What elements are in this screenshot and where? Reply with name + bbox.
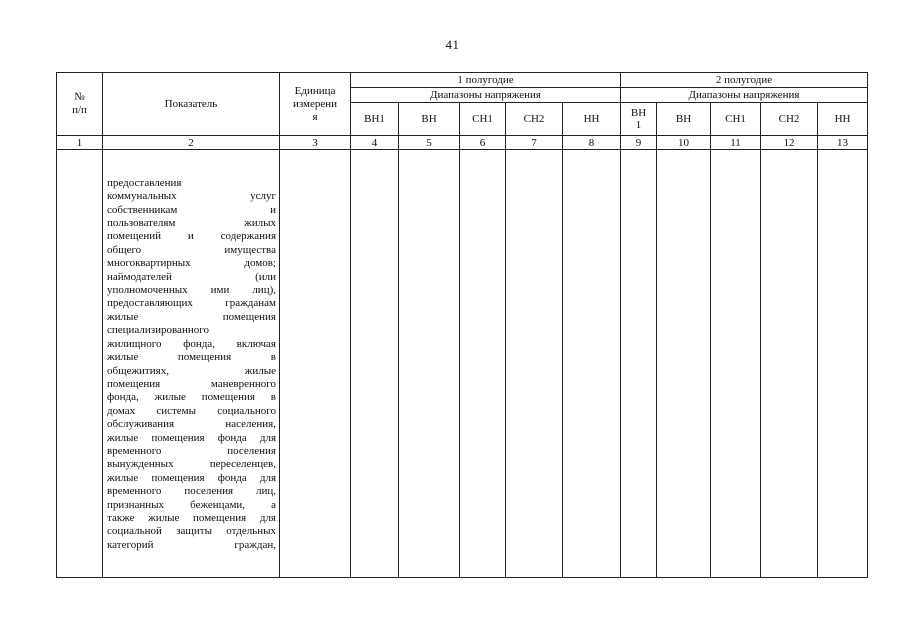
header-col-sn1-h1: СН1 bbox=[460, 103, 506, 136]
col-number: 3 bbox=[280, 136, 351, 150]
value-cell bbox=[657, 150, 711, 578]
header-col-nn-h1: НН bbox=[563, 103, 621, 136]
value-cell bbox=[351, 150, 399, 578]
unit-cell bbox=[280, 150, 351, 578]
indicator-line: жилые помещения фонда для bbox=[107, 431, 276, 444]
header-col-sn2-h2: СН2 bbox=[761, 103, 818, 136]
header-col-vn-h2: ВН bbox=[657, 103, 711, 136]
value-cell bbox=[563, 150, 621, 578]
indicator-line: наймодателей (или bbox=[107, 270, 276, 283]
value-cell bbox=[621, 150, 657, 578]
header-indicator-cell bbox=[103, 73, 280, 136]
header-col-vn-h1: ВН bbox=[399, 103, 460, 136]
indicator-line: вынужденных переселенцев, bbox=[107, 458, 276, 471]
row-num-cell bbox=[57, 150, 103, 578]
header-col-vn1-h1: ВН1 bbox=[351, 103, 399, 136]
indicator-line: жилые помещения фонда для bbox=[107, 471, 276, 484]
value-cell bbox=[460, 150, 506, 578]
header-num-cell bbox=[57, 73, 103, 136]
indicator-line: жилые помещения в bbox=[107, 351, 276, 364]
indicator-line: обслуживания населения, bbox=[107, 418, 276, 431]
indicator-line: временного поселения bbox=[107, 444, 276, 457]
col-number: 1 bbox=[57, 136, 103, 150]
indicator-line: жилые помещения bbox=[107, 310, 276, 323]
indicator-line: также жилые помещения для bbox=[107, 511, 276, 524]
header-num-line2: п/п bbox=[72, 104, 87, 116]
indicator-line: общего имущества bbox=[107, 243, 276, 256]
col-number: 7 bbox=[506, 136, 563, 150]
indicator-line: категорий граждан, bbox=[107, 538, 276, 551]
indicator-text bbox=[103, 175, 279, 552]
indicator-line: коммунальных услуг bbox=[107, 190, 276, 203]
col-number: 13 bbox=[818, 136, 868, 150]
indicator-line: общежитиях, жилые bbox=[107, 364, 276, 377]
indicator-line: фонда, жилые помещения в bbox=[107, 391, 276, 404]
indicator-line: социальной защиты отдельных bbox=[107, 525, 276, 538]
indicator-line: признанных беженцами, а bbox=[107, 498, 276, 511]
value-cell bbox=[711, 150, 761, 578]
col-number: 6 bbox=[460, 136, 506, 150]
header-voltage-ranges-1: Диапазоны напряжения bbox=[351, 88, 621, 103]
col-number: 5 bbox=[399, 136, 460, 150]
col-number: 2 bbox=[103, 136, 280, 150]
indicator-line: предоставления bbox=[107, 176, 182, 189]
header-unit-line2: измерени bbox=[292, 97, 338, 110]
header-voltage-ranges-2: Диапазоны напряжения bbox=[621, 88, 868, 103]
header-unit-cell bbox=[280, 73, 351, 136]
header-unit-line3: я bbox=[312, 110, 318, 123]
header-col-sn2-h1: СН2 bbox=[506, 103, 563, 136]
indicator-line: жилищного фонда, включая bbox=[107, 337, 276, 350]
value-cell bbox=[818, 150, 868, 578]
header-num-line1: № bbox=[74, 91, 85, 103]
indicator-line: домах системы социального bbox=[107, 404, 276, 417]
tariff-table bbox=[56, 72, 868, 578]
col-number: 4 bbox=[351, 136, 399, 150]
header-col-vn1-h2 bbox=[621, 103, 657, 136]
indicator-line: помещений и содержания bbox=[107, 230, 276, 243]
indicator-line: собственникам и bbox=[107, 203, 276, 216]
page-number: 41 bbox=[445, 37, 460, 52]
indicator-line: пользователям жилых bbox=[107, 217, 276, 230]
indicator-line: предоставляющих гражданам bbox=[107, 297, 276, 310]
indicator-cell bbox=[103, 150, 280, 578]
value-cell bbox=[761, 150, 818, 578]
col-number: 9 bbox=[621, 136, 657, 150]
header-col-vn1-h2-line2: 1 bbox=[635, 119, 642, 131]
header-col-sn1-h2: СН1 bbox=[711, 103, 761, 136]
indicator-line: помещения маневренного bbox=[107, 377, 276, 390]
value-cell bbox=[506, 150, 563, 578]
column-number-row bbox=[57, 136, 868, 150]
value-cell bbox=[399, 150, 460, 578]
indicator-line: временного поселения лиц, bbox=[107, 485, 276, 498]
header-indicator: Показатель bbox=[164, 97, 218, 110]
indicator-line: уполномоченных ими лиц), bbox=[107, 284, 276, 297]
table-row bbox=[57, 150, 868, 578]
header-col-nn-h2: НН bbox=[818, 103, 868, 136]
header-col-vn1-h2-line1: ВН bbox=[630, 107, 647, 119]
col-number: 12 bbox=[761, 136, 818, 150]
indicator-line: специализированного bbox=[107, 324, 209, 337]
col-number: 8 bbox=[563, 136, 621, 150]
col-number: 11 bbox=[711, 136, 761, 150]
header-half1: 1 полугодие bbox=[351, 73, 621, 88]
header-unit-line1: Единица bbox=[294, 84, 336, 97]
indicator-line: многоквартирных домов; bbox=[107, 257, 276, 270]
col-number: 10 bbox=[657, 136, 711, 150]
header-half2: 2 полугодие bbox=[621, 73, 868, 88]
